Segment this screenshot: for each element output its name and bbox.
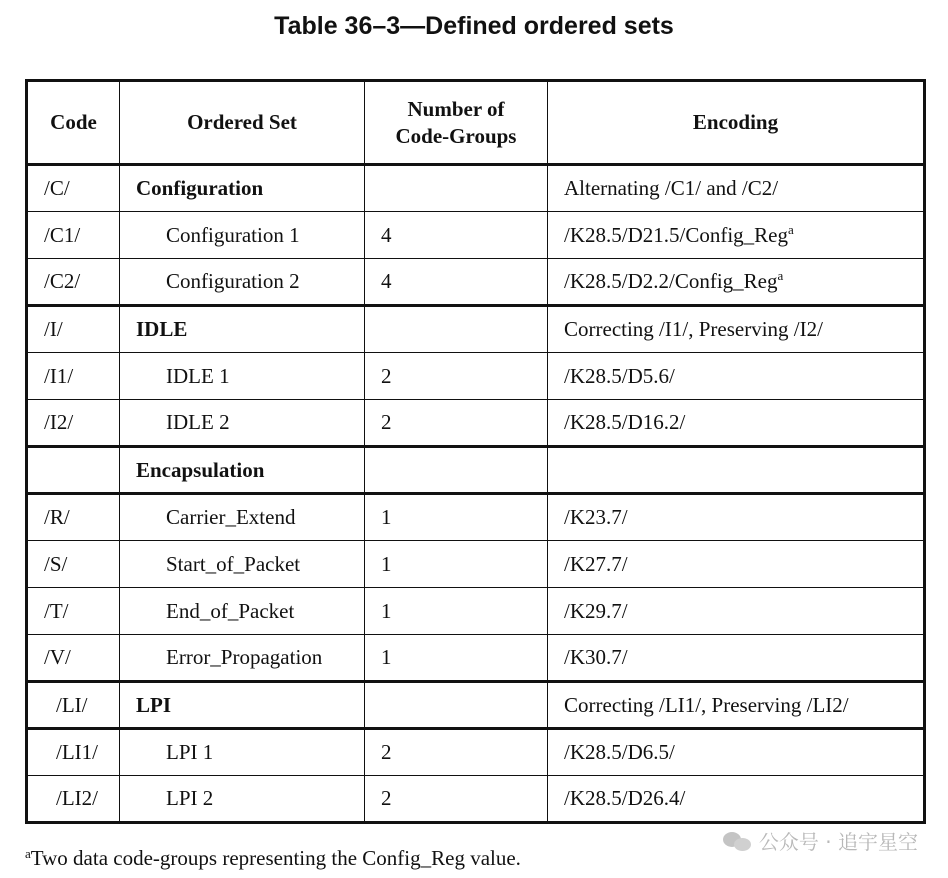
cell-encoding: [548, 353, 925, 400]
cell-code-groups: 2: [365, 776, 548, 823]
cell-encoding: [548, 259, 925, 306]
cell-code: /S/: [27, 541, 120, 588]
cell-encoding: [548, 306, 925, 353]
cell-code: /LI/: [27, 682, 120, 729]
encoding-text: /K28.5/D5.6/: [564, 363, 675, 388]
cell-ordered-set: IDLE 1: [120, 353, 365, 400]
table-title: Table 36–3—Defined ordered sets: [274, 12, 674, 40]
cell-code-groups: [365, 682, 548, 729]
cell-encoding: [548, 635, 925, 682]
encoding-text: Alternating /C1/ and /C2/: [564, 176, 779, 200]
cell-code-groups: 2: [365, 353, 548, 400]
encoding-text: /K28.5/D26.4/: [564, 786, 686, 810]
cell-encoding: [548, 682, 925, 729]
header-ordered-set: Ordered Set: [120, 81, 365, 165]
encoding-text: Correcting /LI1/, Preserving /LI2/: [564, 692, 849, 717]
cell-ordered-set: Configuration 2: [120, 259, 365, 306]
encoding-text: /K29.7/: [564, 598, 628, 623]
cell-code-groups: [365, 165, 548, 212]
cell-code-groups: [365, 306, 548, 353]
cell-encoding: [548, 588, 925, 635]
cell-code: /I1/: [27, 353, 120, 400]
cell-code: [27, 447, 120, 494]
encoding-text: /K23.7/: [564, 505, 628, 529]
table-row: [27, 494, 925, 541]
table-row: [27, 259, 925, 306]
encoding-text: /K30.7/: [564, 645, 628, 669]
table-body: [27, 165, 925, 823]
table-row: [27, 776, 925, 823]
watermark: [723, 826, 918, 855]
table-row: [27, 588, 925, 635]
footnote-text: Two data code-groups representing the Config_Reg value.: [30, 846, 521, 870]
footnote: [25, 846, 521, 871]
cell-code: /C/: [27, 165, 120, 212]
cell-ordered-set: Configuration 1: [120, 212, 365, 259]
cell-code-groups: 1: [365, 635, 548, 682]
cell-ordered-set: Start_of_Packet: [120, 541, 365, 588]
cell-ordered-set: End_of_Packet: [120, 588, 365, 635]
watermark-text: 公众号 · 追宇星空: [758, 830, 918, 854]
header-code: Code: [27, 81, 120, 165]
footnote-mark: a: [25, 846, 31, 861]
header-row: [27, 81, 925, 165]
cell-encoding: [548, 776, 925, 823]
cell-code-groups: 2: [365, 729, 548, 776]
cell-code-groups: 4: [365, 259, 548, 306]
footnote-reference: a: [777, 268, 784, 283]
cell-encoding: [548, 165, 925, 212]
cell-ordered-set: Error_Propagation: [120, 635, 365, 682]
table-row: [27, 729, 925, 776]
cell-code-groups: 2: [365, 400, 548, 447]
cell-encoding: [548, 447, 925, 494]
cell-ordered-set: LPI 1: [120, 729, 365, 776]
cell-code: /V/: [27, 635, 120, 682]
table-row: [27, 400, 925, 447]
cell-code-groups: 1: [365, 588, 548, 635]
footnote-reference: a: [788, 221, 794, 237]
cell-code: /C2/: [27, 259, 120, 306]
table-row: [27, 165, 925, 212]
header-encoding: Encoding: [548, 81, 925, 165]
table-row: [27, 306, 925, 353]
cell-ordered-set: IDLE: [120, 306, 365, 353]
table-row: [27, 635, 925, 682]
cell-encoding: [548, 729, 925, 776]
cell-ordered-set: IDLE 2: [120, 400, 365, 447]
cell-code: /R/: [27, 494, 120, 541]
cell-ordered-set: Configuration: [120, 165, 365, 212]
cell-encoding: [548, 541, 925, 588]
cell-ordered-set: Encapsulation: [120, 447, 365, 494]
table-row: [27, 212, 925, 259]
table-row: [27, 353, 925, 400]
cell-code: /LI2/: [27, 776, 120, 823]
cell-code-groups: 4: [365, 212, 548, 259]
cell-encoding: [548, 400, 925, 447]
cell-encoding: [548, 212, 925, 259]
encoding-text: Correcting /I1/, Preserving /I2/: [564, 317, 823, 341]
cell-code: /I/: [27, 306, 120, 353]
encoding-text: /K28.5/D2.2/Config_Reg: [564, 269, 778, 293]
cell-code: /C1/: [27, 212, 120, 259]
encoding-text: /K28.5/D6.5/: [564, 740, 675, 764]
encoding-text: /K27.7/: [564, 551, 628, 576]
cell-code: /T/: [27, 588, 120, 635]
table-row: [27, 541, 925, 588]
header-number-of-code-groups: Number of Code-Groups: [365, 81, 548, 165]
table-row: [27, 447, 925, 494]
cell-code-groups: 1: [365, 541, 548, 588]
encoding-text: /K28.5/D16.2/: [564, 410, 686, 434]
encoding-text: /K28.5/D21.5/Config_Reg: [564, 222, 788, 247]
cell-code-groups: 1: [365, 494, 548, 541]
ordered-sets-table: [25, 79, 926, 824]
wechat-icon: [723, 830, 753, 852]
cell-ordered-set: LPI: [120, 682, 365, 729]
cell-code: /I2/: [27, 400, 120, 447]
cell-code: /LI1/: [27, 729, 120, 776]
cell-code-groups: [365, 447, 548, 494]
cell-encoding: [548, 494, 925, 541]
cell-ordered-set: Carrier_Extend: [120, 494, 365, 541]
table-row: [27, 682, 925, 729]
cell-ordered-set: LPI 2: [120, 776, 365, 823]
